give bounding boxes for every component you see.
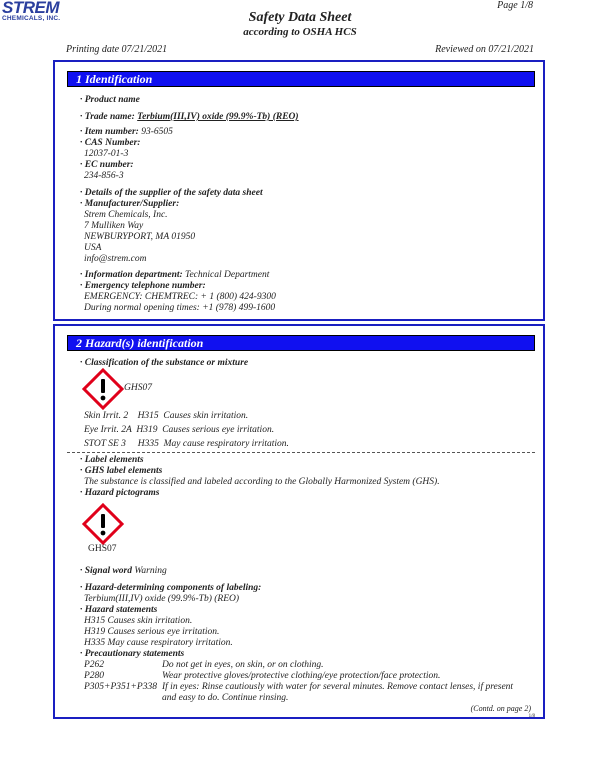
- precaution-code: P305+P351+P338: [84, 682, 157, 692]
- exclamation-pictogram-icon: [82, 368, 124, 410]
- emergency-line: EMERGENCY: CHEMTREC: + 1 (800) 424-9300: [84, 292, 276, 302]
- hazard-statement: H315 Causes skin irritation.: [84, 616, 193, 626]
- ghs-statement: The substance is classified and labeled according to the Globally Harmonized System (GHS).: [84, 477, 440, 487]
- ghs-code: GHS07: [124, 383, 152, 393]
- section-heading: 1 Identification: [67, 71, 535, 87]
- hazard-statement: H335 May cause respiratory irritation.: [84, 638, 233, 648]
- ec-label: · EC number:: [80, 160, 134, 170]
- hazard-pictograms-label: · Hazard pictograms: [80, 488, 160, 498]
- product-name-label: · Product name: [80, 95, 140, 105]
- hazard-statements-label: · Hazard statements: [80, 605, 158, 615]
- dashed-divider: [67, 452, 535, 453]
- precaution-text: and easy to do. Continue rinsing.: [162, 693, 289, 703]
- hazard-components-label: · Hazard-determining components of labeling:: [80, 583, 262, 593]
- date-row: [66, 44, 534, 55]
- address-line: Strem Chemicals, Inc.: [84, 210, 168, 220]
- exclamation-pictogram-icon: [82, 503, 124, 545]
- trade-name-label: · Trade name:: [80, 112, 135, 122]
- precautionary-label: · Precautionary statements: [80, 649, 185, 659]
- info-department-line: [80, 270, 269, 281]
- address-line: 7 Mulliken Way: [84, 221, 144, 231]
- address-line: NEWBURYPORT, MA 01950: [84, 232, 196, 242]
- signal-word-line: [80, 566, 167, 577]
- item-number-value: 93-6505: [141, 127, 173, 137]
- classification-row: STOT SE 3 H335 May cause respiratory irritation.: [84, 439, 289, 449]
- continued-note: (Contd. on page 2): [470, 704, 531, 713]
- email-line: info@strem.com: [84, 254, 147, 264]
- precaution-code: P280: [84, 671, 105, 681]
- printing-date: Printing date 07/21/2021: [66, 44, 168, 55]
- classification-label: · Classification of the substance or mixture: [80, 358, 249, 368]
- precaution-text: Wear protective gloves/protective clothing/eye protection/face protection.: [162, 671, 441, 681]
- item-number-line: [80, 127, 173, 138]
- trade-name-value: Terbium(III,IV) oxide (99.9%-Tb) (REO): [137, 112, 299, 122]
- section-hazard-identification: [53, 324, 545, 719]
- info-department-label: · Information department:: [80, 270, 183, 280]
- cas-label: · CAS Number:: [80, 138, 141, 148]
- classification-row: Eye Irrit. 2A H319 Causes serious eye irritation.: [84, 425, 275, 435]
- item-number-label: · Item number:: [80, 127, 139, 137]
- logo-mark: STREM: [2, 0, 59, 17]
- hazard-statement: H319 Causes serious eye irritation.: [84, 627, 220, 637]
- pictogram-code: GHS07: [88, 544, 117, 554]
- page-number: Page 1/8: [497, 0, 533, 11]
- trade-name-line: [80, 112, 299, 123]
- label-elements-label: · Label elements: [80, 455, 144, 465]
- supplier-label: · Details of the supplier of the safety data sheet: [80, 188, 263, 198]
- page-marker: 1/8: [528, 714, 535, 719]
- manufacturer-label: · Manufacturer/Supplier:: [80, 199, 180, 209]
- section-identification: [53, 60, 545, 321]
- cas-value: 12037-01-3: [84, 149, 129, 159]
- reviewed-date: Reviewed on 07/21/2021: [435, 44, 534, 55]
- emergency-line: During normal opening times: +1 (978) 499-1600: [84, 303, 276, 313]
- address-line: USA: [84, 243, 102, 253]
- document-title: Safety Data Sheet: [248, 10, 352, 25]
- precaution-text: Do not get in eyes, on skin, or on clothing.: [162, 660, 324, 670]
- info-department-value: Technical Department: [185, 270, 270, 280]
- emergency-label: · Emergency telephone number:: [80, 281, 206, 291]
- ghs-label-elements-label: · GHS label elements: [80, 466, 163, 476]
- section-heading: 2 Hazard(s) identification: [67, 335, 535, 351]
- logo-subtitle: CHEMICALS, INC.: [2, 15, 61, 22]
- hazard-components-value: Terbium(III,IV) oxide (99.9%-Tb) (REO): [84, 594, 240, 604]
- classification-row: Skin Irrit. 2 H315 Causes skin irritation.: [84, 411, 249, 421]
- signal-word-label: · Signal word: [80, 566, 133, 576]
- document-subtitle: according to OSHA HCS: [243, 26, 357, 38]
- precaution-code: P262: [84, 660, 105, 670]
- precaution-text: If in eyes: Rinse cautiously with water for several minutes. Remove contact lenses, if present: [162, 682, 514, 692]
- ec-value: 234-856-3: [84, 171, 124, 181]
- signal-word-value: Warning: [134, 566, 167, 576]
